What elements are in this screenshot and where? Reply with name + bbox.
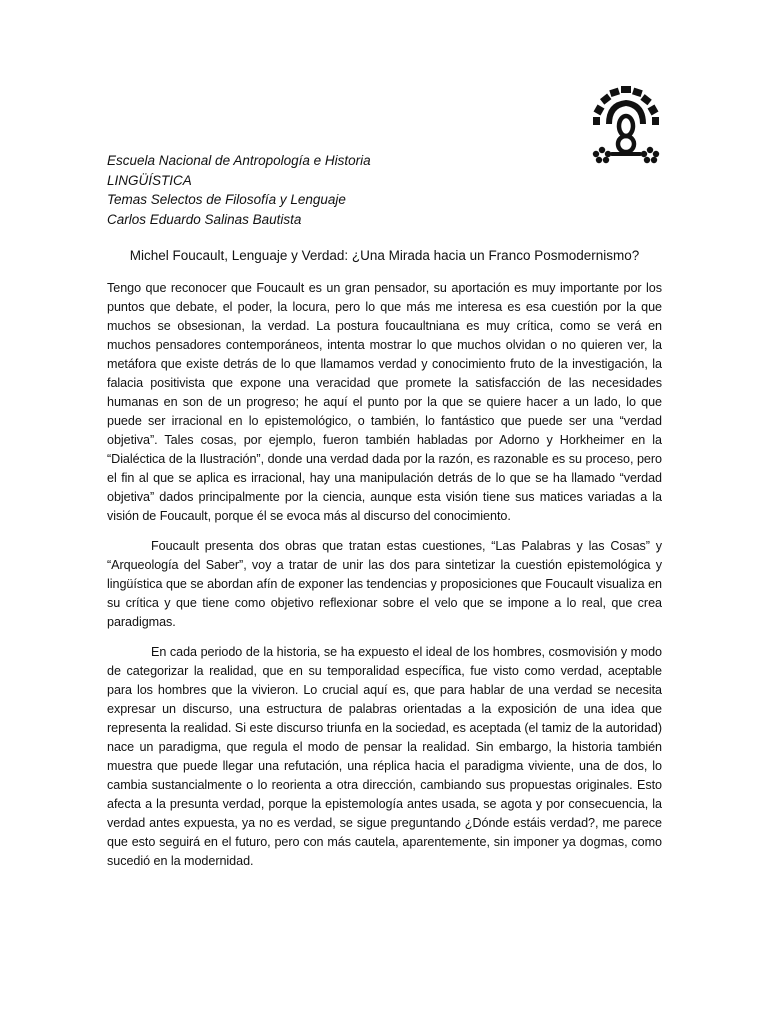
author-name: Carlos Eduardo Salinas Bautista bbox=[107, 211, 302, 227]
program-name: LINGÜÍSTICA bbox=[107, 172, 192, 188]
institution-name: Escuela Nacional de Antropología e Historia bbox=[107, 153, 371, 168]
essay-body bbox=[107, 279, 662, 882]
course-name: Temas Selectos de Filosofía y Lenguaje bbox=[107, 192, 346, 207]
paragraph: En cada periodo de la historia, se ha expuesto el ideal de los hombres, cosmovisión y modo de categorizar la realidad, que en su temporalidad específica, fue visto como verdad, aceptable para los hombres que la vivieron. Lo crucial aquí es, que para hablar de una verdad se necesita expresar un discurso, una estructura de palabras orientadas a la exposición de una idea que representa la realidad. Si este discurso triunfa en la sociedad, es aceptada (el tamiz de la autoridad) nace un paradigma, que regula el modo de pensar la realidad. Sin embargo, la historia también muestra que puede llegar una refutación, una réplica hacia el paradigma viviente, una de dos, lo cambia sustancialmente o lo reorienta a otra dirección, cambiando sus propuestas originales. Esto afecta a la presunta verdad, porque la epistemología antes usada, se agota y por consecuencia, la verdad antes expuesta, ya no es verdad, se sigue preguntando ¿Dónde estáis verdad?, me parece que esto seguirá en el futuro, pero con más cautela, aparentemente, sin imponer ya dogmas, como sucedió en la modernidad. bbox=[107, 645, 662, 868]
document-header bbox=[107, 151, 607, 229]
paragraph: Foucault presenta dos obras que tratan estas cuestiones, “Las Palabras y las Cosas” y “Arqueología del Saber”, voy a tratar de unir las dos para sintetizar la cuestión epistemológica y lingüística que se abordan afín de exponer las tendencias y proposiciones que Foucault visualiza en su crítica y que tiene como objetivo reflexionar sobre el velo que se impone a lo real, que crea paradigmas. bbox=[107, 539, 662, 629]
paragraph: Tengo que reconocer que Foucault es un gran pensador, su aportación es muy importante por los puntos que debate, el poder, la locura, pero lo que más me interesa es esa cuestión por la que muchos se obsesionan, la verdad. La postura foucaultniana es muy crítica, como se verá en muchos pensadores contemporáneos, intenta mostrar lo que muchos olvidan o no quieren ver, la metáfora que existe detrás de lo que llamamos verdad y conocimiento fruto de la investigación, la falacia positivista que expone una veracidad que promete la satisfacción de las necesidades humanas en son de un progreso; he aquí el punto por la que se quiere hacer a un lado, lo que puede ser irracional en lo epistemológico, o también, lo fantástico que puede ser una “verdad objetiva”. Tales cosas, por ejemplo, fueron también habladas por Adorno y Horkheimer en la “Dialéctica de la Ilustración”, donde una verdad dada por la razón, es razonable es su proceso, pero el fin al que se aplica es irracional, hay una manipulación detrás de lo que se ha llamado “verdad objetiva” dados principalmente por la ciencia, aunque esta visión tiene sus matices variadas a la visión de Foucault, porque él se evoca más al discurso del conocimiento. bbox=[107, 281, 662, 523]
essay-title: Michel Foucault, Lenguaje y Verdad: ¿Una Mirada hacia un Franco Posmodernismo? bbox=[129, 248, 640, 263]
